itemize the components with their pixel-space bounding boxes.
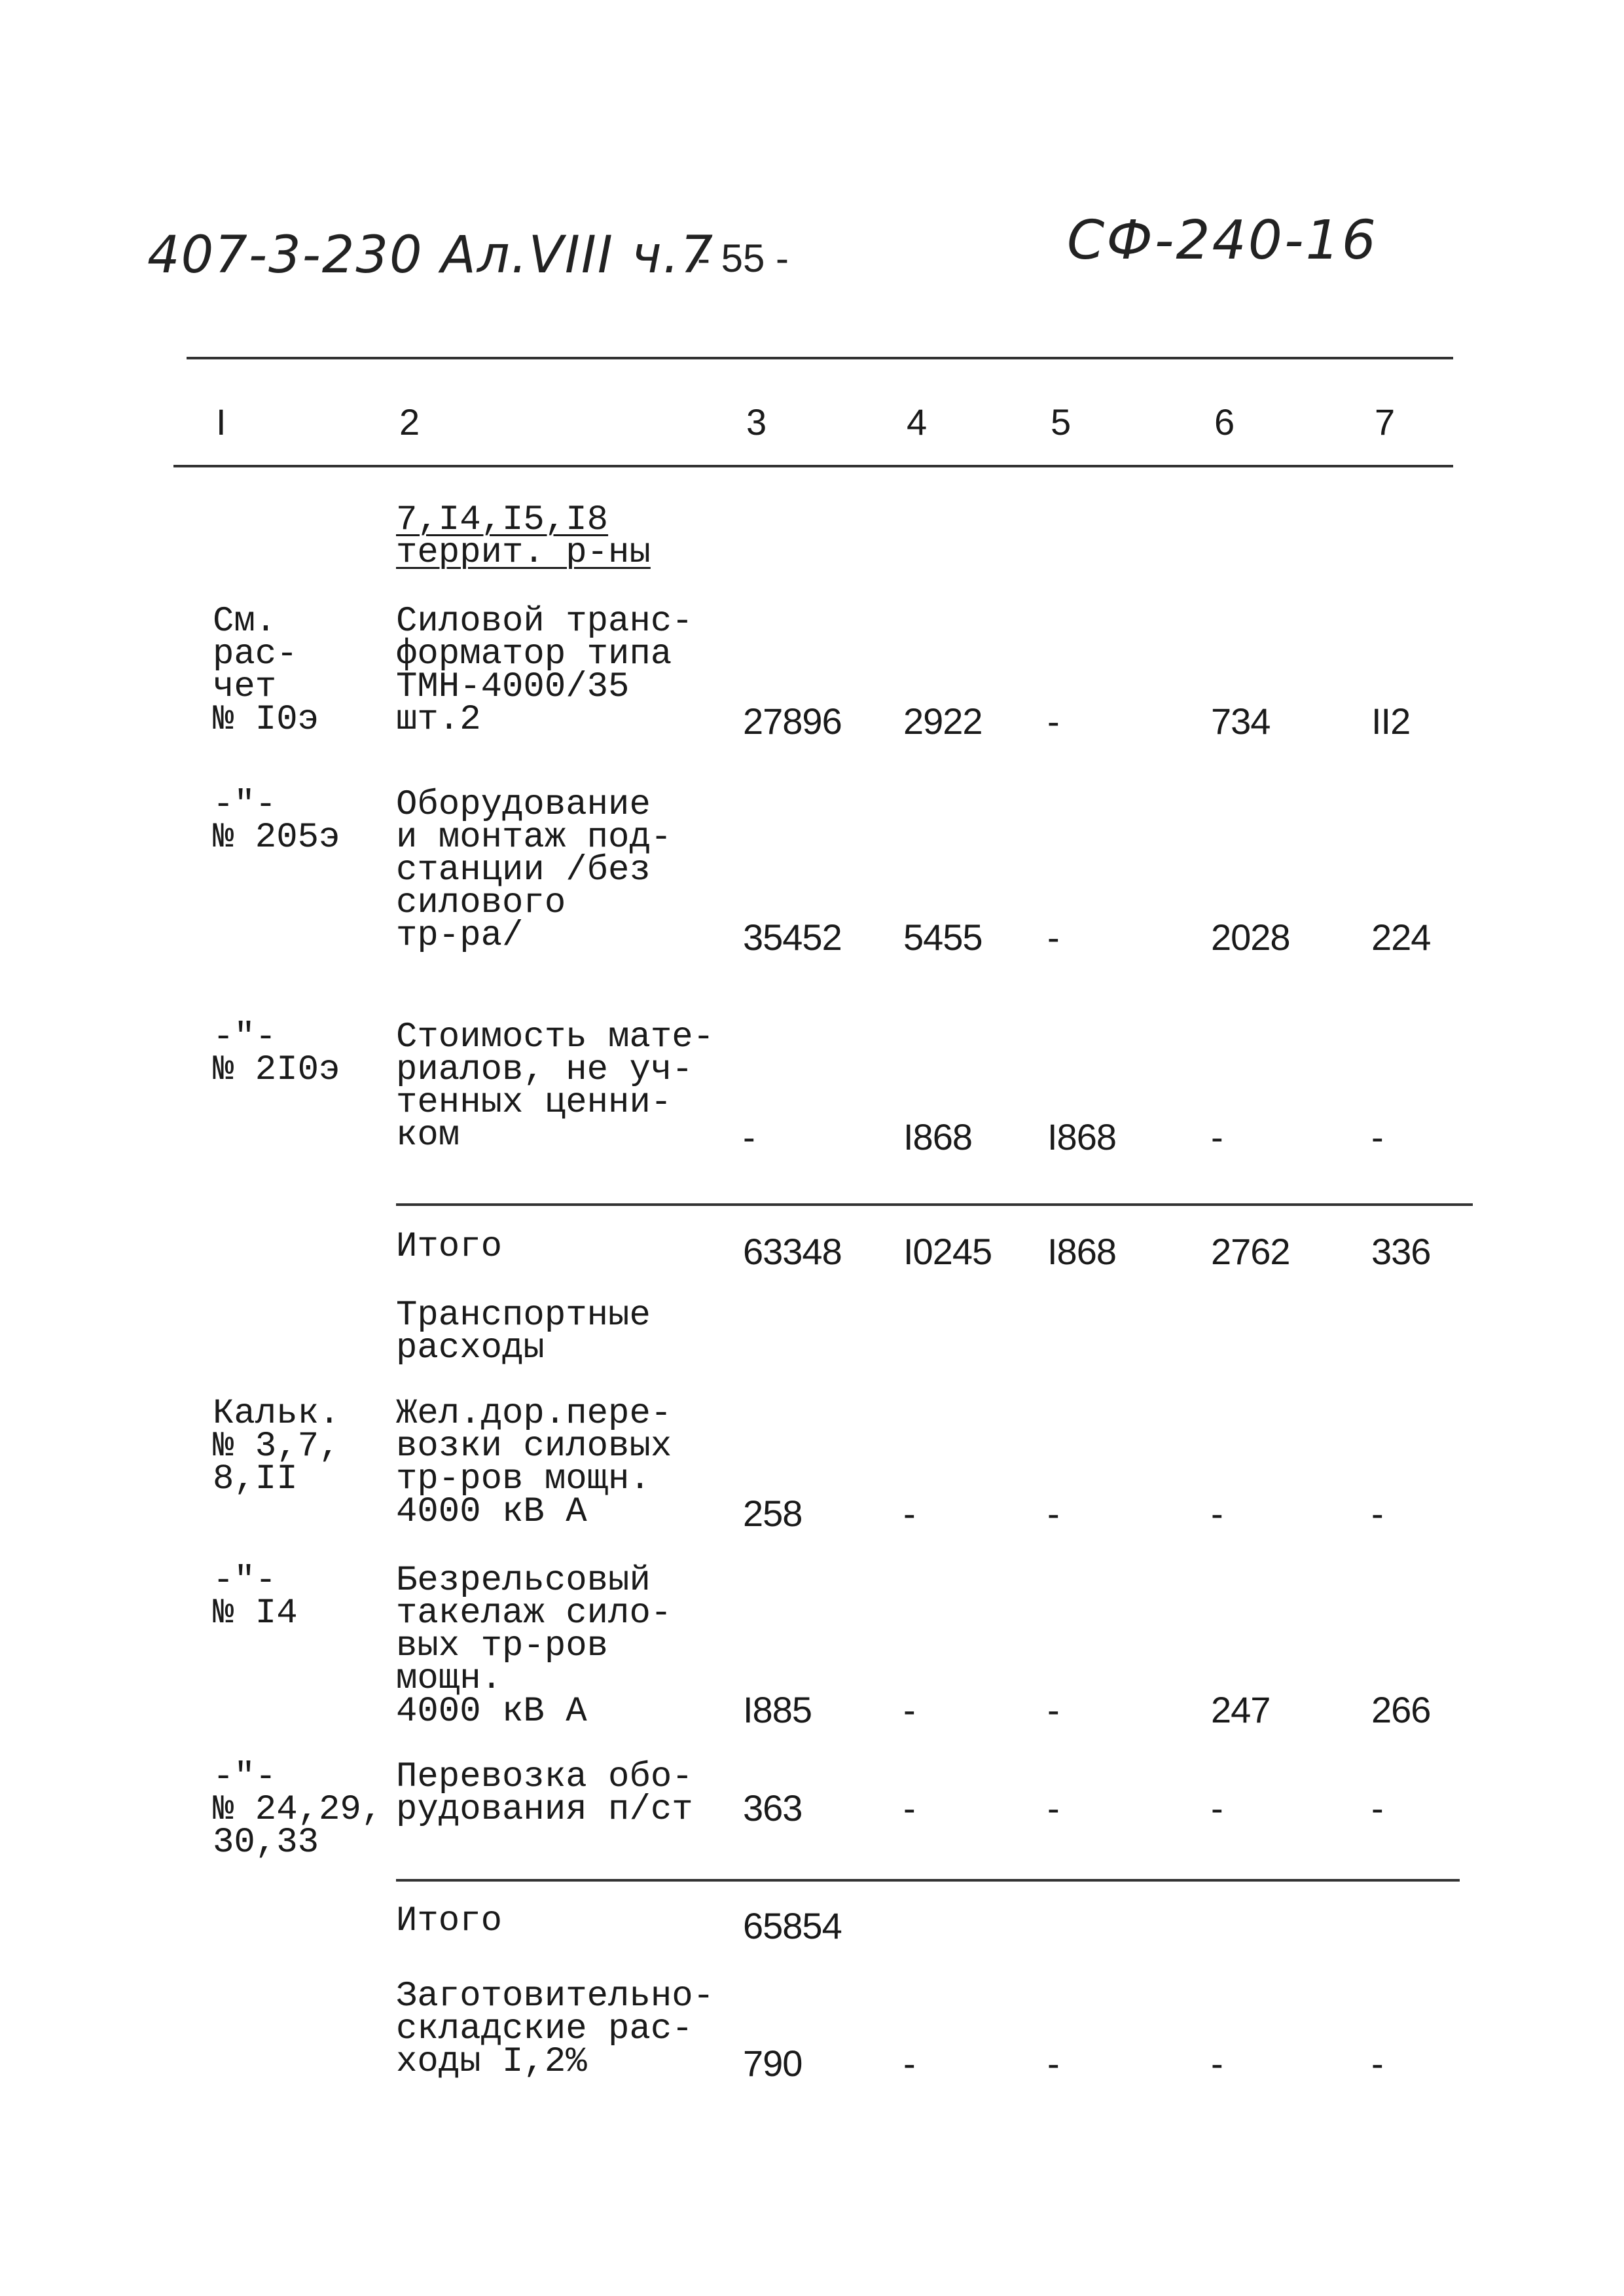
value-col-4: I868 — [903, 1116, 972, 1157]
table-row — [0, 1227, 1624, 1272]
value-col-5: - — [1047, 1689, 1059, 1730]
value-col-4: - — [903, 1787, 915, 1829]
row-description: Итого — [396, 1901, 503, 1941]
row-description: Заготовительно- складские рас- ходы I,2% — [396, 1977, 715, 2082]
value-col-3: I885 — [743, 1689, 812, 1730]
value-col-4: 5455 — [903, 917, 983, 958]
column-number-4: 4 — [907, 401, 928, 443]
column-number-3: 3 — [746, 401, 767, 443]
value-col-4: I0245 — [903, 1231, 992, 1272]
value-col-5: I868 — [1047, 1231, 1116, 1272]
value-col-6: - — [1211, 2043, 1223, 2084]
column-number-6: 6 — [1214, 401, 1235, 443]
value-col-6: - — [1211, 1493, 1223, 1534]
row-description: Силовой транс- форматор типа ТМН-4000/35 шт.2 — [396, 602, 693, 740]
value-col-3: 65854 — [743, 1905, 842, 1946]
table-row — [0, 1017, 1624, 1157]
subtotal-rule-1 — [396, 1203, 1473, 1206]
value-col-5: - — [1047, 1493, 1059, 1534]
header-bottom-rule — [173, 465, 1453, 467]
sheet-code: СФ-240-16 — [1067, 210, 1378, 272]
value-col-6: 2028 — [1211, 917, 1290, 958]
value-col-7: II2 — [1371, 701, 1411, 742]
column-number-1: I — [216, 401, 226, 443]
row-description: Жел.дор.пере- возки силовых тр-ров мощн. 4000 кВ А — [396, 1394, 672, 1532]
value-col-5: - — [1047, 1787, 1059, 1829]
value-col-3: 35452 — [743, 917, 842, 958]
value-col-7: 336 — [1371, 1231, 1431, 1272]
value-col-5: - — [1047, 701, 1059, 742]
document-code: 407-3-230 Ал.VIII ч.7 — [147, 226, 715, 285]
value-col-3: - — [743, 1116, 755, 1157]
row-reference: -"- № 24,29, 30,33 — [213, 1757, 383, 1863]
value-col-6: - — [1211, 1787, 1223, 1829]
table-row — [0, 1901, 1624, 1946]
value-col-6: 734 — [1211, 701, 1271, 742]
table-row — [0, 785, 1624, 958]
value-col-7: - — [1371, 1787, 1383, 1829]
row-reference: -"- № I4 — [213, 1561, 298, 1633]
table-row — [0, 1394, 1624, 1534]
row-reference: См. рас- чет № I0э — [213, 602, 319, 740]
value-col-5: - — [1047, 917, 1059, 958]
row-description: Безрельсовый такелаж сило- вых тр-ров мощн. 4000 кВ А — [396, 1561, 672, 1732]
value-col-7: - — [1371, 1493, 1383, 1534]
row-description: Транспортные расходы — [396, 1296, 651, 1368]
row-reference: Кальк. № 3,7, 8,II — [213, 1394, 340, 1499]
value-col-3: 363 — [743, 1787, 803, 1829]
value-col-6: 247 — [1211, 1689, 1271, 1730]
value-col-5: - — [1047, 2043, 1059, 2084]
value-col-4: - — [903, 2043, 915, 2084]
value-col-3: 790 — [743, 2043, 803, 2084]
row-description: Оборудование и монтаж под- станции /без силового тр-ра/ — [396, 785, 672, 956]
row-description: Перевозка обо- рудования п/ст — [396, 1757, 693, 1830]
table-row — [0, 1977, 1624, 2084]
table-top-rule — [187, 357, 1453, 359]
table-row — [0, 1296, 1624, 1368]
row-description: Стоимость мате- риалов, не уч- тенных ценни- ком — [396, 1017, 715, 1156]
table-row — [0, 1561, 1624, 1732]
page-number: - 55 - — [697, 236, 789, 280]
table-row — [0, 602, 1624, 742]
row-description: 7,I4,I5,I8 террит. р-ны — [396, 500, 651, 573]
row-description: Итого — [396, 1227, 503, 1267]
value-col-6: - — [1211, 1116, 1223, 1157]
column-number-7: 7 — [1375, 401, 1396, 443]
value-col-4: - — [903, 1493, 915, 1534]
column-number-2: 2 — [399, 401, 420, 443]
table-row — [0, 1757, 1624, 1863]
value-col-4: 2922 — [903, 701, 983, 742]
column-number-5: 5 — [1051, 401, 1072, 443]
value-col-3: 258 — [743, 1493, 803, 1534]
value-col-7: - — [1371, 1116, 1383, 1157]
value-col-7: - — [1371, 2043, 1383, 2084]
value-col-5: I868 — [1047, 1116, 1116, 1157]
value-col-6: 2762 — [1211, 1231, 1290, 1272]
row-reference: -"- № 2I0э — [213, 1017, 340, 1090]
value-col-7: 266 — [1371, 1689, 1431, 1730]
value-col-3: 63348 — [743, 1231, 842, 1272]
value-col-4: - — [903, 1689, 915, 1730]
subtotal-rule-2 — [396, 1879, 1460, 1882]
value-col-3: 27896 — [743, 701, 842, 742]
value-col-7: 224 — [1371, 917, 1431, 958]
row-reference: -"- № 205э — [213, 785, 340, 858]
table-row — [0, 500, 1624, 573]
